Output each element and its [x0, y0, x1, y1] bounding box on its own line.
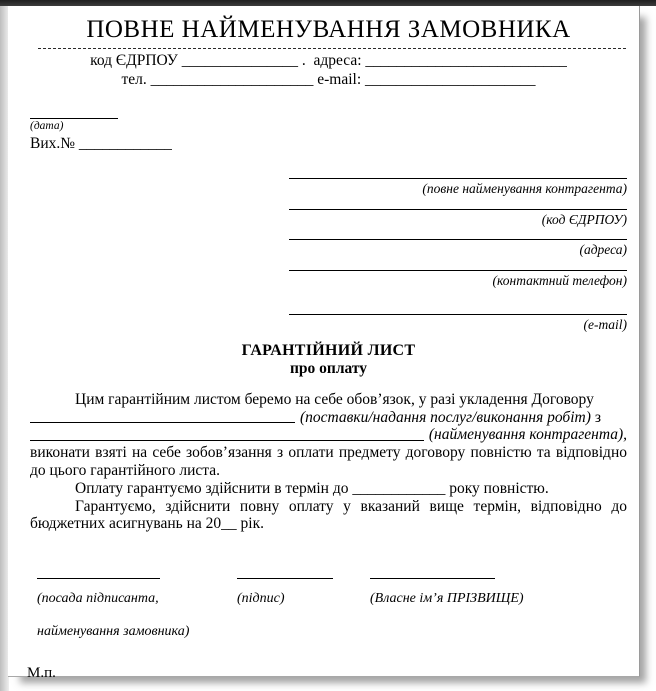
- recipient-block: [289, 167, 627, 333]
- email-blank: ______________________: [365, 70, 536, 88]
- name-sign-line: [370, 567, 495, 579]
- recipient-phone-field: [289, 259, 627, 289]
- letter-subtitle: про оплату: [289, 360, 368, 378]
- signature-block: [30, 567, 627, 641]
- paragraph-2-payment-term: [30, 480, 627, 498]
- dashed-divider: [38, 48, 627, 50]
- customer-name-title: ПОВНЕ НАЙМЕНУВАННЯ ЗАМОВНИКА: [86, 16, 571, 43]
- recipient-phone-hint: (контактний телефон): [492, 272, 627, 288]
- name-hint: (Власне ім’я ПРІЗВИЩЕ): [370, 591, 524, 607]
- document-page: [8, 5, 640, 681]
- recipient-email-fill-line: [289, 303, 627, 315]
- scan-top-border: [0, 0, 656, 6]
- reference-block: [30, 106, 627, 154]
- paragraph-3-budget: Гарантуємо, здійснити повну оплату у вказаний вище термін, відповідно до бюджетних асигнувань на 20__ рік.: [30, 497, 627, 533]
- address-label: адреса:: [313, 52, 362, 69]
- recipient-edrpou-fill-line: [289, 198, 627, 210]
- position-sign-line: [37, 567, 160, 579]
- signature-hint: (підпис): [237, 591, 285, 607]
- paragraph-1-continuation: виконати взяті на себе зобов’язання з оплати предмету договору повністю та відповідно до цього гарантійного листа.: [30, 444, 627, 480]
- payment-term-pre: Оплату гарантуємо здійснити в термін до: [75, 479, 349, 497]
- letter-title: ГАРАНТІЙНИЙ ЛИСТ: [241, 341, 416, 359]
- contract-type-blank-line: [30, 422, 295, 423]
- recipient-name-fill-line: [289, 167, 627, 179]
- contract-type-hint: (поставки/надання послуг/виконання робіт): [299, 408, 591, 426]
- header-line-phone-email: [30, 71, 627, 90]
- edrpou-label: код ЄДРПОУ: [90, 52, 178, 69]
- address-blank: __________________________: [365, 52, 567, 69]
- recipient-email-hint: (e-mail): [583, 317, 627, 333]
- outgoing-number-label: Вих.№: [30, 135, 76, 153]
- date-fill-line: [30, 106, 118, 119]
- edrpou-blank: _______________: [181, 52, 298, 69]
- phone-blank: _____________________: [150, 70, 314, 88]
- payment-term-blank: ____________: [352, 479, 446, 497]
- stamp-place-label: М.п.: [27, 664, 56, 681]
- recipient-edrpou-hint: (код ЄДРПОУ): [541, 211, 627, 227]
- signature-sign-line: [237, 567, 333, 579]
- outgoing-number-row: [30, 134, 627, 153]
- contract-type-row: [30, 409, 627, 427]
- recipient-address-fill-line: [289, 228, 627, 240]
- outgoing-number-blank: ____________: [78, 135, 172, 153]
- recipient-address-field: [289, 228, 627, 258]
- counterparty-hint: (найменування контрагента),: [428, 426, 627, 444]
- recipient-email-field: [289, 303, 627, 333]
- edrpou-separator: .: [301, 52, 306, 69]
- position-hint-line1: (посада підписанта,: [37, 591, 159, 607]
- letter-title-block: [30, 341, 627, 379]
- recipient-phone-fill-line: [289, 259, 627, 271]
- recipient-name-field: [289, 167, 627, 197]
- counterparty-blank-line: [30, 440, 424, 441]
- signature-position-column: [30, 567, 237, 641]
- letter-body: [30, 391, 627, 534]
- counterparty-row: [30, 426, 627, 444]
- date-hint-label: (дата): [30, 119, 64, 132]
- paragraph-1-opening: Цим гарантійним листом беремо на себе обов’язок, у разі укладення Договору: [75, 390, 594, 408]
- position-hint-line2: найменування замовника): [37, 624, 190, 640]
- recipient-name-hint: (повне найменування контрагента): [422, 181, 627, 197]
- signature-name-column: [370, 567, 627, 641]
- email-label: e-mail:: [317, 70, 362, 88]
- phone-label: тел.: [121, 70, 147, 88]
- signature-sign-column: [237, 567, 370, 641]
- conjunction-z: з: [594, 408, 601, 426]
- payment-term-post: року повністю.: [449, 479, 549, 497]
- recipient-edrpou-field: [289, 198, 627, 228]
- header-line-edrpou-address: [30, 52, 627, 71]
- recipient-address-hint: (адреса): [579, 242, 627, 258]
